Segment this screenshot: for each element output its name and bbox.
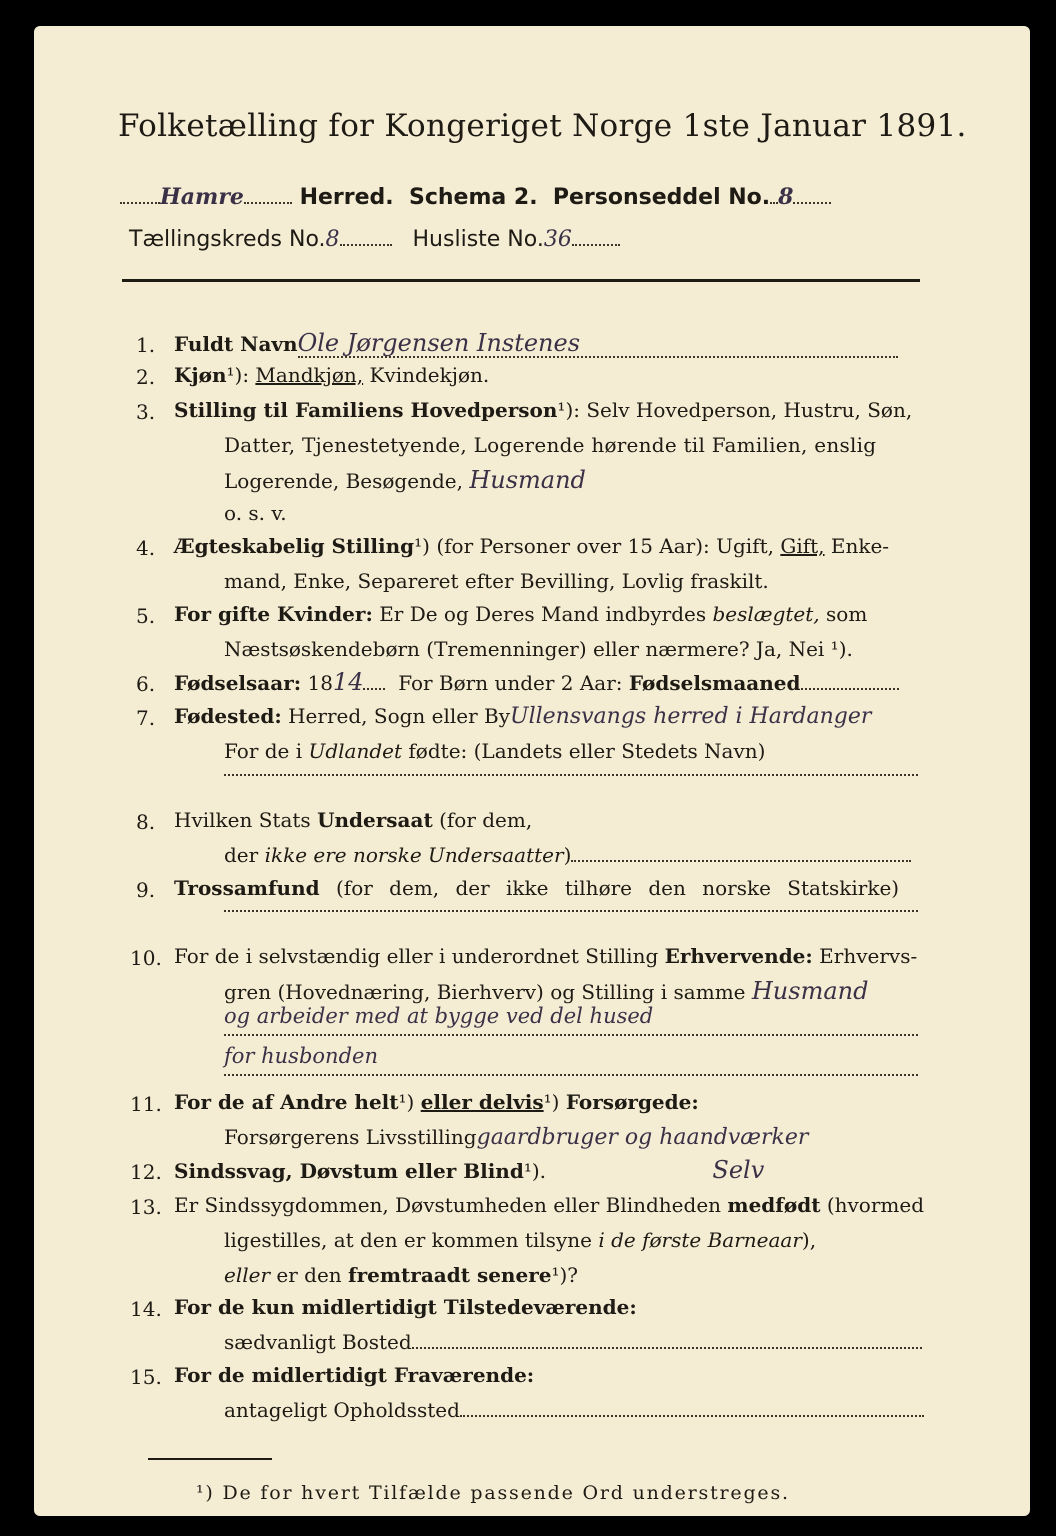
- personseddel-number: 8: [778, 184, 794, 210]
- item-12-number: 12.: [130, 1160, 162, 1184]
- item-6-number: 6.: [136, 672, 156, 696]
- item-12-label: Sindssvag, Døvstum eller Blind: [174, 1159, 524, 1183]
- item-15-line-2: antageligt Opholdssted: [224, 1397, 924, 1423]
- full-name-value: Ole Jørgensen Instenes: [298, 330, 898, 358]
- item-13-number: 13.: [130, 1195, 162, 1219]
- herred-value: Hamre: [160, 184, 244, 210]
- item-7-dotted-line: [224, 774, 918, 776]
- item-14-line-1: For de kun midlertidigt Tilstedeværende:: [174, 1295, 637, 1319]
- item-5-label: For gifte Kvinder:: [174, 602, 373, 626]
- kreds-label: Tællingskreds No.: [129, 227, 326, 252]
- item-3-number: 3.: [136, 400, 156, 424]
- item-15-number: 15.: [130, 1365, 162, 1389]
- item-7-line-1: Fødested: Herred, Sogn eller ByUllensvangs herred i Hardanger: [174, 704, 872, 729]
- gender-male-underlined: Mandkjøn,: [255, 363, 364, 387]
- form-title: Folketælling for Kongeriget Norge 1ste Januar 1891.: [118, 108, 967, 144]
- item-6-label: Fødselsaar:: [174, 671, 302, 695]
- item-9-dotted-line: [224, 910, 918, 912]
- item-7-number: 7.: [136, 706, 156, 730]
- birth-year-value: 14: [332, 668, 364, 696]
- footnote-divider: [148, 1458, 272, 1460]
- delvis-underlined: eller delvis: [420, 1090, 544, 1114]
- item-4-number: 4.: [136, 536, 156, 560]
- item-6-fodselsaar: Fødselsaar: 1814 For Børn under 2 Aar: Fødselsmaaned: [174, 669, 899, 696]
- item-7-label: Fødested:: [174, 704, 282, 728]
- item-10-line-3: [224, 1004, 918, 1036]
- item-2-number: 2.: [136, 365, 156, 389]
- item-15-line-1: For de midlertidigt Fraværende:: [174, 1363, 535, 1387]
- kreds-number: 8: [325, 227, 340, 252]
- footnote: ¹) De for hvert Tilfælde passende Ord understreges.: [196, 1482, 790, 1504]
- item-14-number: 14.: [130, 1297, 162, 1321]
- erhverv-value-1: Husmand: [751, 977, 869, 1005]
- item-3-line-1: Stilling til Familiens Hovedperson¹): Selv Hovedperson, Hustru, Søn,: [174, 398, 913, 422]
- gender-female: Kvindekjøn.: [369, 363, 490, 387]
- husliste-number: 36: [543, 227, 572, 252]
- item-9-label: Trossamfund: [174, 876, 320, 900]
- item-4-label: Ægteskabelig Stilling: [174, 534, 415, 558]
- item-13-line-2: ligestilles, at den er kommen tilsyne i de første Barneaar),: [224, 1228, 817, 1252]
- item-3-line-4: o. s. v.: [224, 501, 287, 525]
- item-4-line-1: Ægteskabelig Stilling¹) (for Personer over 15 Aar): Ugift, Gift, Enke-: [174, 534, 890, 558]
- item-13-line-3: eller er den fremtraadt senere¹)?: [224, 1263, 578, 1287]
- item-1-fuldt-navn: [174, 330, 898, 358]
- item-13-line-1: Er Sindssygdommen, Døvstumheden eller Blindheden medfødt (hvormed: [174, 1193, 924, 1217]
- item-5-line-2: Næstsøskendebørn (Tremenninger) eller nærmere? Ja, Nei ¹).: [224, 637, 853, 661]
- item-7-line-2: For de i Udlandet fødte: (Landets eller Stedets Navn): [224, 739, 766, 763]
- gift-underlined: Gift,: [780, 534, 825, 558]
- item-5-number: 5.: [136, 604, 156, 628]
- sindssvag-value: Selv: [712, 1156, 765, 1184]
- item-8-line-1: Hvilken Stats Undersaat (for dem,: [174, 808, 533, 832]
- kreds-line: [129, 226, 620, 252]
- census-form: [34, 26, 1030, 1516]
- item-14-line-2: sædvanligt Bosted: [224, 1329, 922, 1355]
- birthplace-value: Ullensvangs herred i Hardanger: [510, 704, 872, 729]
- item-4-line-2: mand, Enke, Separeret efter Bevilling, Lovlig fraskilt.: [224, 569, 769, 593]
- item-10-line-4: [224, 1044, 918, 1076]
- herred-line: [120, 184, 831, 210]
- item-3-line-3: Logerende, Besøgende, Husmand: [224, 466, 586, 494]
- item-11-line-2: Forsørgerens Livsstillinggaardbruger og haandværker: [224, 1125, 809, 1150]
- item-11-number: 11.: [130, 1092, 162, 1116]
- forsorger-value: gaardbruger og haandværker: [476, 1125, 809, 1150]
- header-divider: [122, 279, 920, 282]
- item-3-label: Stilling til Familiens Hovedperson: [174, 398, 558, 422]
- item-5-line-1: For gifte Kvinder: Er De og Deres Mand indbyrdes beslægtet, som: [174, 602, 868, 626]
- item-2-kjon: Kjøn¹): Mandkjøn, Kvindekjøn.: [174, 363, 490, 387]
- schema-label: Schema 2.: [408, 185, 538, 210]
- item-8-line-2: der ikke ere norske Undersaatter): [224, 842, 911, 868]
- item-9-trossamfund: Trossamfund (for dem, der ikke tilhøre den norske Statskirke): [174, 876, 900, 900]
- item-3-line-2: Datter, Tjenestetyende, Logerende hørende til Familien, enslig: [224, 433, 877, 457]
- item-10-number: 10.: [130, 946, 162, 970]
- husliste-label: Husliste No.: [412, 227, 544, 252]
- erhverv-value-2: og arbeider med at bygge ved del hused: [224, 1004, 654, 1028]
- item-12-sindssvag: Sindssvag, Døvstum eller Blind¹). Selv: [174, 1156, 765, 1184]
- stilling-value: Husmand: [469, 466, 586, 494]
- item-8-number: 8.: [136, 810, 156, 834]
- fodselsmaaned-label: Fødselsmaaned: [628, 671, 801, 695]
- item-1-number: 1.: [136, 333, 156, 357]
- herred-label: Herred.: [299, 185, 394, 210]
- item-10-line-2: gren (Hovednæring, Bierhverv) og Stilling i samme Husmand: [224, 977, 869, 1005]
- item-1-label: Fuldt Navn: [174, 332, 298, 356]
- item-10-line-1: For de i selvstændig eller i underordnet Stilling Erhvervende: Erhvervs-: [174, 944, 918, 968]
- item-11-line-1: For de af Andre helt¹) eller delvis¹) Forsørgede:: [174, 1090, 699, 1114]
- erhverv-value-3: for husbonden: [224, 1044, 378, 1068]
- item-9-number: 9.: [136, 878, 156, 902]
- item-2-label: Kjøn: [174, 363, 227, 387]
- personseddel-label: Personseddel No.: [552, 185, 771, 210]
